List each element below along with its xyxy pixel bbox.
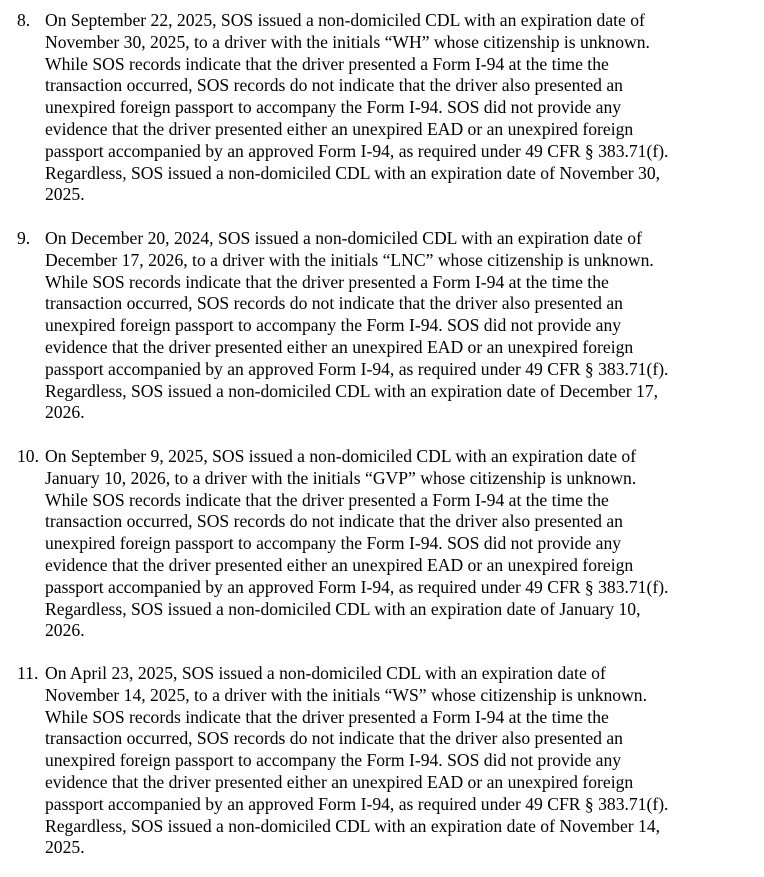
paragraph-line: transaction occurred, SOS records do not indicate that the driver also presented an [45, 728, 623, 749]
paragraph-line: Regardless, SOS issued a non-domiciled CDL with an expiration date of November 30, [45, 162, 661, 183]
paragraph-line: While SOS records indicate that the driver presented a Form I-94 at the time the [45, 271, 609, 292]
paragraph-line: passport accompanied by an approved Form I-94, as required under 49 CFR § 383.71(f). [45, 576, 669, 597]
paragraph-line: November 14, 2025, to a driver with the initials “WS” whose citizenship is unknown. [45, 684, 647, 705]
paragraph-line: transaction occurred, SOS records do not indicate that the driver also presented an [45, 75, 623, 96]
paragraph-line: While SOS records indicate that the driver presented a Form I-94 at the time the [45, 706, 609, 727]
paragraph-line: Regardless, SOS issued a non-domiciled CDL with an expiration date of November 14, [45, 815, 661, 836]
paragraph-line: January 10, 2026, to a driver with the initials “GVP” whose citizenship is unknown. [45, 467, 637, 488]
paragraph-number: 10. [17, 446, 39, 466]
paragraph-line: evidence that the driver presented either an unexpired EAD or an unexpired foreign [45, 119, 634, 139]
paragraph-line: 2026. [45, 620, 85, 641]
paragraph-line: unexpired foreign passport to accompany the Form I-94. SOS did not provide any [45, 533, 622, 554]
paragraph-line: transaction occurred, SOS records do not indicate that the driver also presented an [45, 293, 623, 314]
paragraph-line: Regardless, SOS issued a non-domiciled CDL with an expiration date of December 17, [45, 380, 659, 401]
paragraph-line: transaction occurred, SOS records do not indicate that the driver also presented an [45, 511, 623, 532]
paragraph-number: 8. [17, 10, 31, 30]
paragraph-line: While SOS records indicate that the driver presented a Form I-94 at the time the [45, 489, 609, 510]
paragraph-line: November 30, 2025, to a driver with the initials “WH” whose citizenship is unknown. [45, 31, 650, 52]
paragraph-line: unexpired foreign passport to accompany the Form I-94. SOS did not provide any [45, 315, 622, 336]
paragraph-line: evidence that the driver presented either an unexpired EAD or an unexpired foreign [45, 337, 634, 357]
paragraph-line: On September 22, 2025, SOS issued a non-domiciled CDL with an expiration date of [45, 10, 645, 30]
paragraph-line: 2026. [45, 402, 85, 423]
paragraph-line: Regardless, SOS issued a non-domiciled CDL with an expiration date of January 10, [45, 598, 641, 619]
paragraph-line: While SOS records indicate that the driver presented a Form I-94 at the time the [45, 53, 609, 74]
paragraph-line: passport accompanied by an approved Form I-94, as required under 49 CFR § 383.71(f). [45, 358, 669, 379]
paragraph-number: 9. [17, 228, 31, 248]
paragraph-line: evidence that the driver presented either an unexpired EAD or an unexpired foreign [45, 772, 634, 792]
paragraph-line: 2025. [45, 837, 85, 858]
paragraph-line: evidence that the driver presented either an unexpired EAD or an unexpired foreign [45, 555, 634, 575]
paragraph-line: unexpired foreign passport to accompany the Form I-94. SOS did not provide any [45, 97, 622, 118]
paragraph-line: 2025. [45, 184, 85, 205]
paragraph-line: On September 9, 2025, SOS issued a non-domiciled CDL with an expiration date of [45, 446, 637, 466]
paragraph-line: On December 20, 2024, SOS issued a non-domiciled CDL with an expiration date of [45, 228, 642, 248]
paragraph-line: December 17, 2026, to a driver with the initials “LNC” whose citizenship is unknown. [45, 249, 654, 270]
paragraph-number: 11. [17, 663, 39, 683]
paragraph-line: On April 23, 2025, SOS issued a non-domiciled CDL with an expiration date of [45, 663, 606, 683]
paragraph-line: unexpired foreign passport to accompany the Form I-94. SOS did not provide any [45, 750, 622, 771]
paragraph-line: passport accompanied by an approved Form I-94, as required under 49 CFR § 383.71(f). [45, 140, 669, 161]
paragraph-line: passport accompanied by an approved Form I-94, as required under 49 CFR § 383.71(f). [45, 793, 669, 814]
